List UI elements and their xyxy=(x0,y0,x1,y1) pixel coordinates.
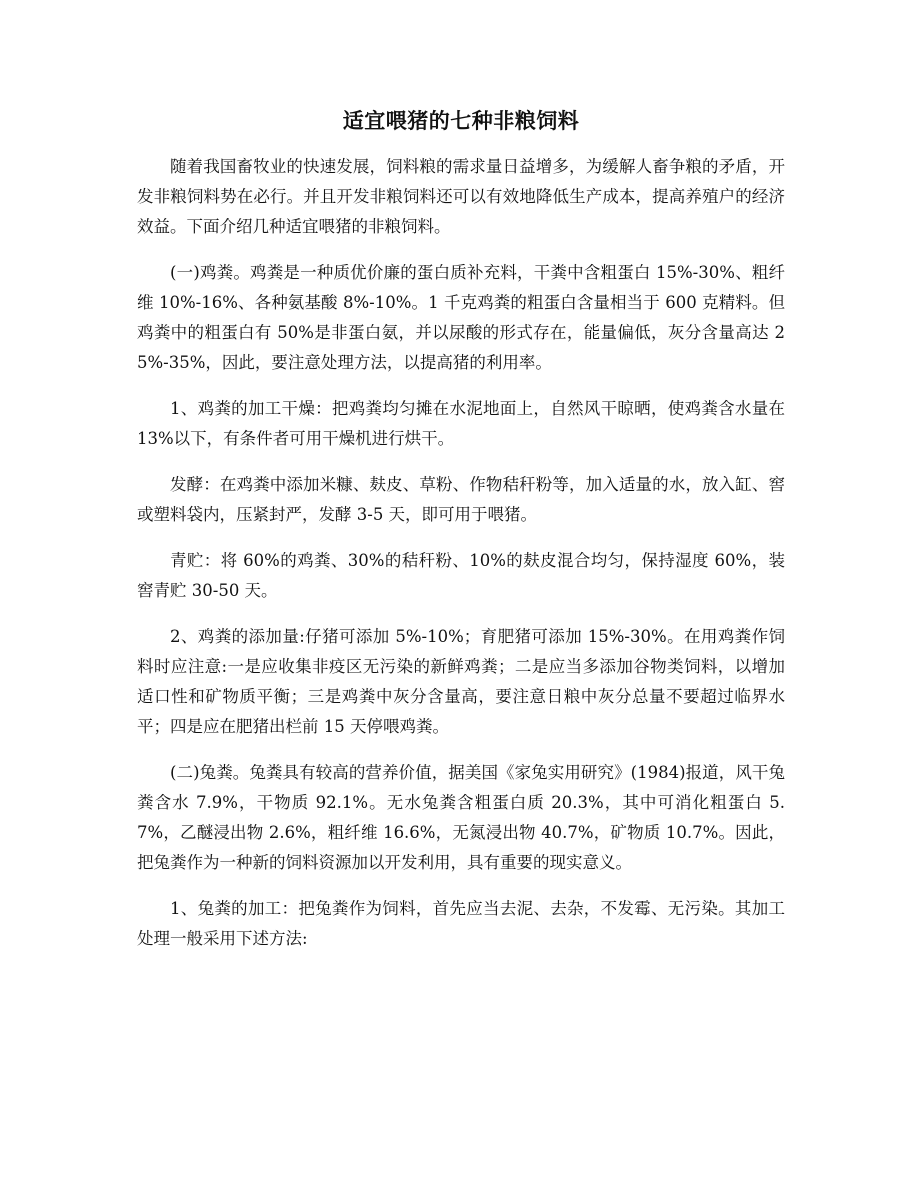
paragraph-chicken-fermentation: 发酵：在鸡粪中添加米糠、麸皮、草粉、作物秸秆粉等，加入适量的水，放入缸、窖或塑料袋内，压紧封严，发酵 3-5 天，即可用于喂猪。 xyxy=(137,475,785,524)
paragraph-intro: 随着我国畜牧业的快速发展，饲料粮的需求量日益增多，为缓解人畜争粮的矛盾，开发非粮饲料势在必行。并且开发非粮饲料还可以有效地降低生产成本，提高养殖户的经济效益。下面介绍几种适宜喂猪的非粮饲料。 xyxy=(137,157,785,236)
paragraph-rabbit-manure: (二)兔粪。兔粪具有较高的营养价值，据美国《家兔实用研究》(1984)报道，风干兔粪含水 7.9%，干物质 92.1%。无水兔粪含粗蛋白质 20.3%，其中可消化粗蛋白 5.7%，乙醚浸出物 2.6%，粗纤维 16.6%，无氮浸出物 40.7%，矿物质 10.7%。因此，把兔粪作为一种新的饲料资源加以开发利用，具有重要的现实意义。 xyxy=(137,763,785,872)
document-page xyxy=(137,104,785,970)
paragraph-chicken-manure: (一)鸡粪。鸡粪是一种质优价廉的蛋白质补充料，干粪中含粗蛋白 15%-30%、粗纤维 10%-16%、各种氨基酸 8%-10%。1 千克鸡粪的粗蛋白含量相当于 600 克精料。但鸡粪中的粗蛋白有 50%是非蛋白氨，并以尿酸的形式存在，能量偏低，灰分含量高达 25%-35%，因此，要注意处理方法，以提高猪的利用率。 xyxy=(137,263,785,372)
paragraph-chicken-silage: 青贮：将 60%的鸡粪、30%的秸秆粉、10%的麸皮混合均匀，保持湿度 60%，装窖青贮 30-50 天。 xyxy=(137,551,785,600)
document-title: 适宜喂猪的七种非粮饲料 xyxy=(342,108,580,133)
paragraph-rabbit-processing: 1、兔粪的加工：把兔粪作为饲料，首先应当去泥、去杂，不发霉、无污染。其加工处理一般采用下述方法: xyxy=(137,899,785,948)
paragraph-chicken-dosage: 2、鸡粪的添加量:仔猪可添加 5%-10%；育肥猪可添加 15%-30%。在用鸡粪作饲料时应注意:一是应收集非疫区无污染的新鲜鸡粪；二是应当多添加谷物类饲料，以增加适口性和矿物质平衡；三是鸡粪中灰分含量高，要注意日粮中灰分总量不要超过临界水平；四是应在肥猪出栏前 15 天停喂鸡粪。 xyxy=(137,627,785,736)
paragraph-chicken-drying: 1、鸡粪的加工干燥：把鸡粪均匀摊在水泥地面上，自然风干晾晒，使鸡粪含水量在 13%以下，有条件者可用干燥机进行烘干。 xyxy=(137,399,785,448)
